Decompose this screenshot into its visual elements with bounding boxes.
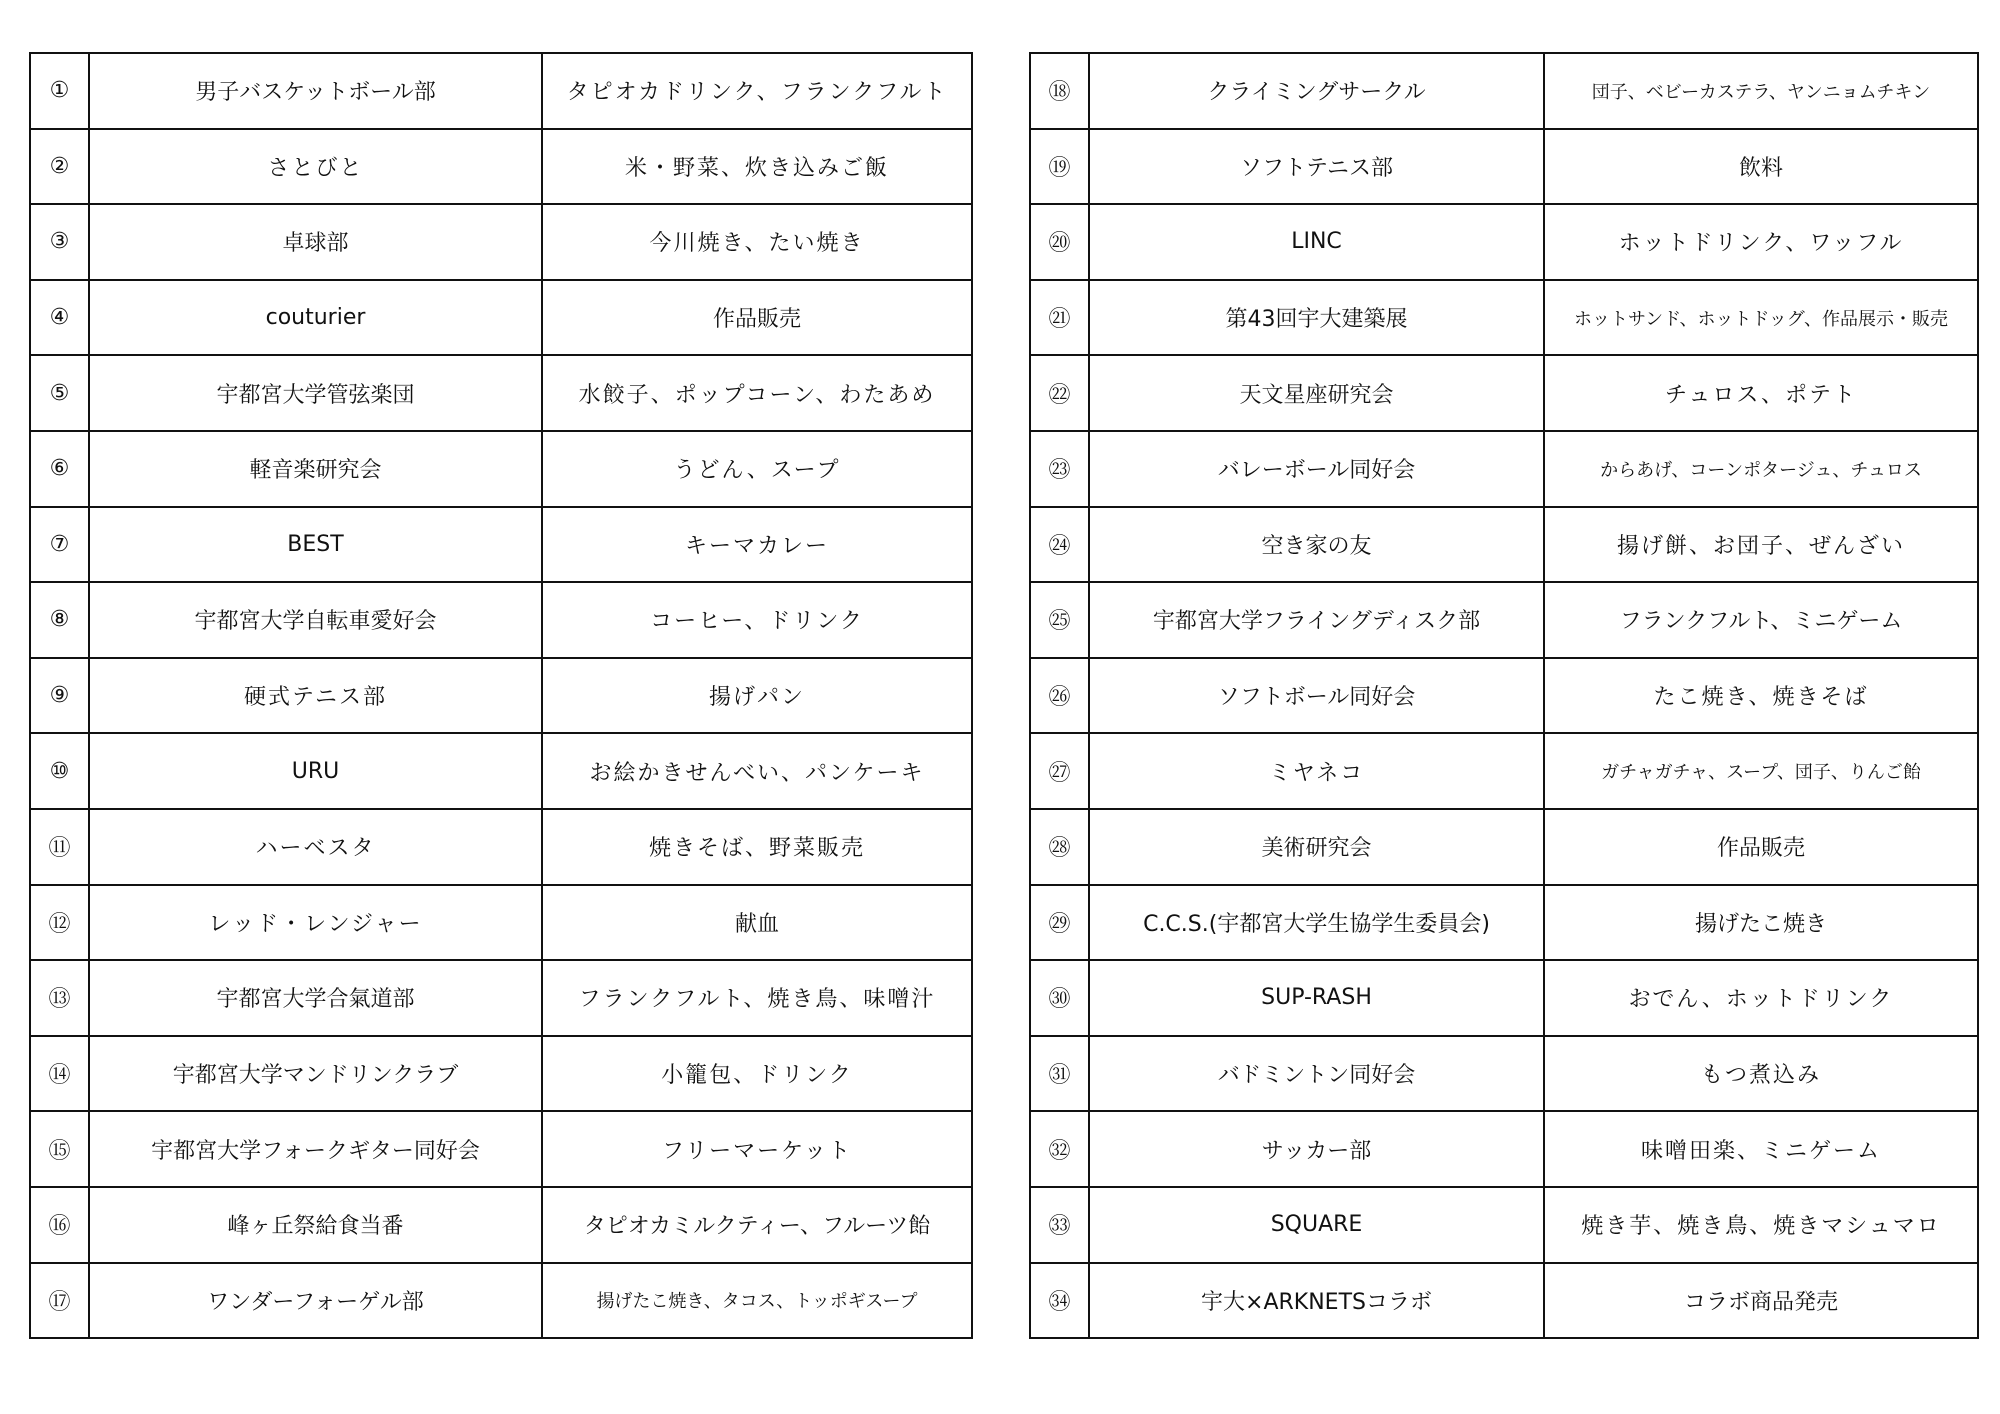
- table-row: [30, 809, 972, 885]
- group-name: SQUARE: [1089, 1187, 1544, 1263]
- booth-number: ⑧: [30, 582, 89, 658]
- table-row: [1030, 355, 1978, 431]
- booth-offering: 揚げ餅、お団子、ぜんざい: [1544, 507, 1978, 583]
- table-row: [30, 733, 972, 809]
- table-row: [1030, 507, 1978, 583]
- table-row: [1030, 809, 1978, 885]
- table-row: [1030, 582, 1978, 658]
- booth-offering: 焼き芋、焼き鳥、焼きマシュマロ: [1544, 1187, 1978, 1263]
- group-name: ミヤネコ: [1089, 733, 1544, 809]
- booth-offering: 作品販売: [542, 280, 972, 356]
- table-row: [1030, 1187, 1978, 1263]
- booth-offering: ホットドリンク、ワッフル: [1544, 204, 1978, 280]
- group-name: 宇都宮大学フライングディスク部: [1089, 582, 1544, 658]
- group-name: couturier: [89, 280, 542, 356]
- table-row: [1030, 129, 1978, 205]
- booth-number: ①: [30, 53, 89, 129]
- booth-offering: 今川焼き、たい焼き: [542, 204, 972, 280]
- booth-number: ㉗: [1030, 733, 1089, 809]
- booth-number: ⑨: [30, 658, 89, 734]
- group-name: 第43回宇大建築展: [1089, 280, 1544, 356]
- booth-offering: 揚げたこ焼き: [1544, 885, 1978, 961]
- booth-number: ㉕: [1030, 582, 1089, 658]
- booth-offering: 味噌田楽、ミニゲーム: [1544, 1111, 1978, 1187]
- table-row: [30, 204, 972, 280]
- table-row: [30, 582, 972, 658]
- table-row: [1030, 431, 1978, 507]
- booth-number: ⑳: [1030, 204, 1089, 280]
- table-row: [30, 355, 972, 431]
- booth-offering: ガチャガチャ、スープ、団子、りんご飴: [1544, 733, 1978, 809]
- group-name: 宇都宮大学管弦楽団: [89, 355, 542, 431]
- booth-offering: タピオカミルクティー、フルーツ飴: [542, 1187, 972, 1263]
- booth-number: ⑮: [30, 1111, 89, 1187]
- booth-offering: 作品販売: [1544, 809, 1978, 885]
- table-row: [30, 53, 972, 129]
- booth-offering: チュロス、ポテト: [1544, 355, 1978, 431]
- table-row: [30, 1111, 972, 1187]
- table-row: [30, 885, 972, 961]
- booth-offering: 水餃子、ポップコーン、わたあめ: [542, 355, 972, 431]
- group-name: 宇都宮大学合氣道部: [89, 960, 542, 1036]
- booth-offering: お絵かきせんべい、パンケーキ: [542, 733, 972, 809]
- booth-table-right: [1029, 52, 1979, 1339]
- booth-offering: 米・野菜、炊き込みご飯: [542, 129, 972, 205]
- booth-number: ㉒: [1030, 355, 1089, 431]
- booth-offering: 献血: [542, 885, 972, 961]
- booth-offering: おでん、ホットドリンク: [1544, 960, 1978, 1036]
- booth-number: ㉜: [1030, 1111, 1089, 1187]
- group-name: ハーベスタ: [89, 809, 542, 885]
- booth-number: ②: [30, 129, 89, 205]
- booth-number: ㉘: [1030, 809, 1089, 885]
- table-row: [30, 280, 972, 356]
- booth-table-left: [29, 52, 973, 1339]
- booth-offering: 飲料: [1544, 129, 1978, 205]
- group-name: 宇都宮大学マンドリンクラブ: [89, 1036, 542, 1112]
- group-name: ソフトボール同好会: [1089, 658, 1544, 734]
- group-name: 卓球部: [89, 204, 542, 280]
- booth-offering: ホットサンド、ホットドッグ、作品展示・販売: [1544, 280, 1978, 356]
- table-row: [30, 1036, 972, 1112]
- table-row: [1030, 1263, 1978, 1339]
- booth-number: ⑭: [30, 1036, 89, 1112]
- booth-number: ㉙: [1030, 885, 1089, 961]
- table-row: [1030, 960, 1978, 1036]
- booth-offering: タピオカドリンク、フランクフルト: [542, 53, 972, 129]
- booth-number: ㉓: [1030, 431, 1089, 507]
- group-name: LINC: [1089, 204, 1544, 280]
- group-name: SUP-RASH: [1089, 960, 1544, 1036]
- booth-number: ⑦: [30, 507, 89, 583]
- booth-number: ⑫: [30, 885, 89, 961]
- group-name: 宇都宮大学フォークギター同好会: [89, 1111, 542, 1187]
- group-name: C.C.S.(宇都宮大学生協学生委員会): [1089, 885, 1544, 961]
- booth-offering: もつ煮込み: [1544, 1036, 1978, 1112]
- group-name: クライミングサークル: [1089, 53, 1544, 129]
- table-row: [1030, 1036, 1978, 1112]
- group-name: 美術研究会: [1089, 809, 1544, 885]
- table-row: [1030, 204, 1978, 280]
- booth-number: ⑤: [30, 355, 89, 431]
- booth-number: ④: [30, 280, 89, 356]
- booth-offering: たこ焼き、焼きそば: [1544, 658, 1978, 734]
- table-row: [30, 129, 972, 205]
- booth-offering: フランクフルト、ミニゲーム: [1544, 582, 1978, 658]
- table-row: [30, 1187, 972, 1263]
- table-row: [30, 431, 972, 507]
- booth-number: ⑲: [1030, 129, 1089, 205]
- group-name: 空き家の友: [1089, 507, 1544, 583]
- group-name: ワンダーフォーゲル部: [89, 1263, 542, 1339]
- table-row: [1030, 733, 1978, 809]
- table-row: [30, 1263, 972, 1339]
- table-row: [1030, 885, 1978, 961]
- table-row: [1030, 53, 1978, 129]
- group-name: さとびと: [89, 129, 542, 205]
- group-name: 宇大×ARKNETSコラボ: [1089, 1263, 1544, 1339]
- booth-offering: コラボ商品発売: [1544, 1263, 1978, 1339]
- group-name: バレーボール同好会: [1089, 431, 1544, 507]
- booth-number: ㉛: [1030, 1036, 1089, 1112]
- booth-offering: 団子、ベビーカステラ、ヤンニョムチキン: [1544, 53, 1978, 129]
- group-name: レッド・レンジャー: [89, 885, 542, 961]
- booth-offering: 揚げパン: [542, 658, 972, 734]
- group-name: 天文星座研究会: [1089, 355, 1544, 431]
- table-row: [30, 507, 972, 583]
- booth-number: ⑩: [30, 733, 89, 809]
- booth-offering: うどん、スープ: [542, 431, 972, 507]
- booth-number: ⑯: [30, 1187, 89, 1263]
- booth-number: ⑱: [1030, 53, 1089, 129]
- table-row: [30, 658, 972, 734]
- booth-number: ㉑: [1030, 280, 1089, 356]
- booth-number: ㉚: [1030, 960, 1089, 1036]
- group-name: 硬式テニス部: [89, 658, 542, 734]
- group-name: サッカー部: [1089, 1111, 1544, 1187]
- group-name: BEST: [89, 507, 542, 583]
- booth-offering: キーマカレー: [542, 507, 972, 583]
- group-name: 宇都宮大学自転車愛好会: [89, 582, 542, 658]
- table-row: [30, 960, 972, 1036]
- booth-number: ③: [30, 204, 89, 280]
- booth-offering: 小籠包、ドリンク: [542, 1036, 972, 1112]
- group-name: 男子バスケットボール部: [89, 53, 542, 129]
- table-row: [1030, 280, 1978, 356]
- group-name: ソフトテニス部: [1089, 129, 1544, 205]
- booth-offering: コーヒー、ドリンク: [542, 582, 972, 658]
- group-name: 峰ヶ丘祭給食当番: [89, 1187, 542, 1263]
- booth-offering: 焼きそば、野菜販売: [542, 809, 972, 885]
- booth-number: ㉖: [1030, 658, 1089, 734]
- booth-number: ⑬: [30, 960, 89, 1036]
- booth-number: ㉞: [1030, 1263, 1089, 1339]
- group-name: URU: [89, 733, 542, 809]
- booth-offering: フランクフルト、焼き鳥、味噌汁: [542, 960, 972, 1036]
- table-row: [1030, 1111, 1978, 1187]
- booth-number: ㉔: [1030, 507, 1089, 583]
- booth-offering: 揚げたこ焼き、タコス、トッポギスープ: [542, 1263, 972, 1339]
- booth-number: ㉝: [1030, 1187, 1089, 1263]
- group-name: バドミントン同好会: [1089, 1036, 1544, 1112]
- booth-offering: からあげ、コーンポタージュ、チュロス: [1544, 431, 1978, 507]
- booth-number: ⑪: [30, 809, 89, 885]
- group-name: 軽音楽研究会: [89, 431, 542, 507]
- booth-offering: フリーマーケット: [542, 1111, 972, 1187]
- table-row: [1030, 658, 1978, 734]
- booth-number: ⑰: [30, 1263, 89, 1339]
- booth-number: ⑥: [30, 431, 89, 507]
